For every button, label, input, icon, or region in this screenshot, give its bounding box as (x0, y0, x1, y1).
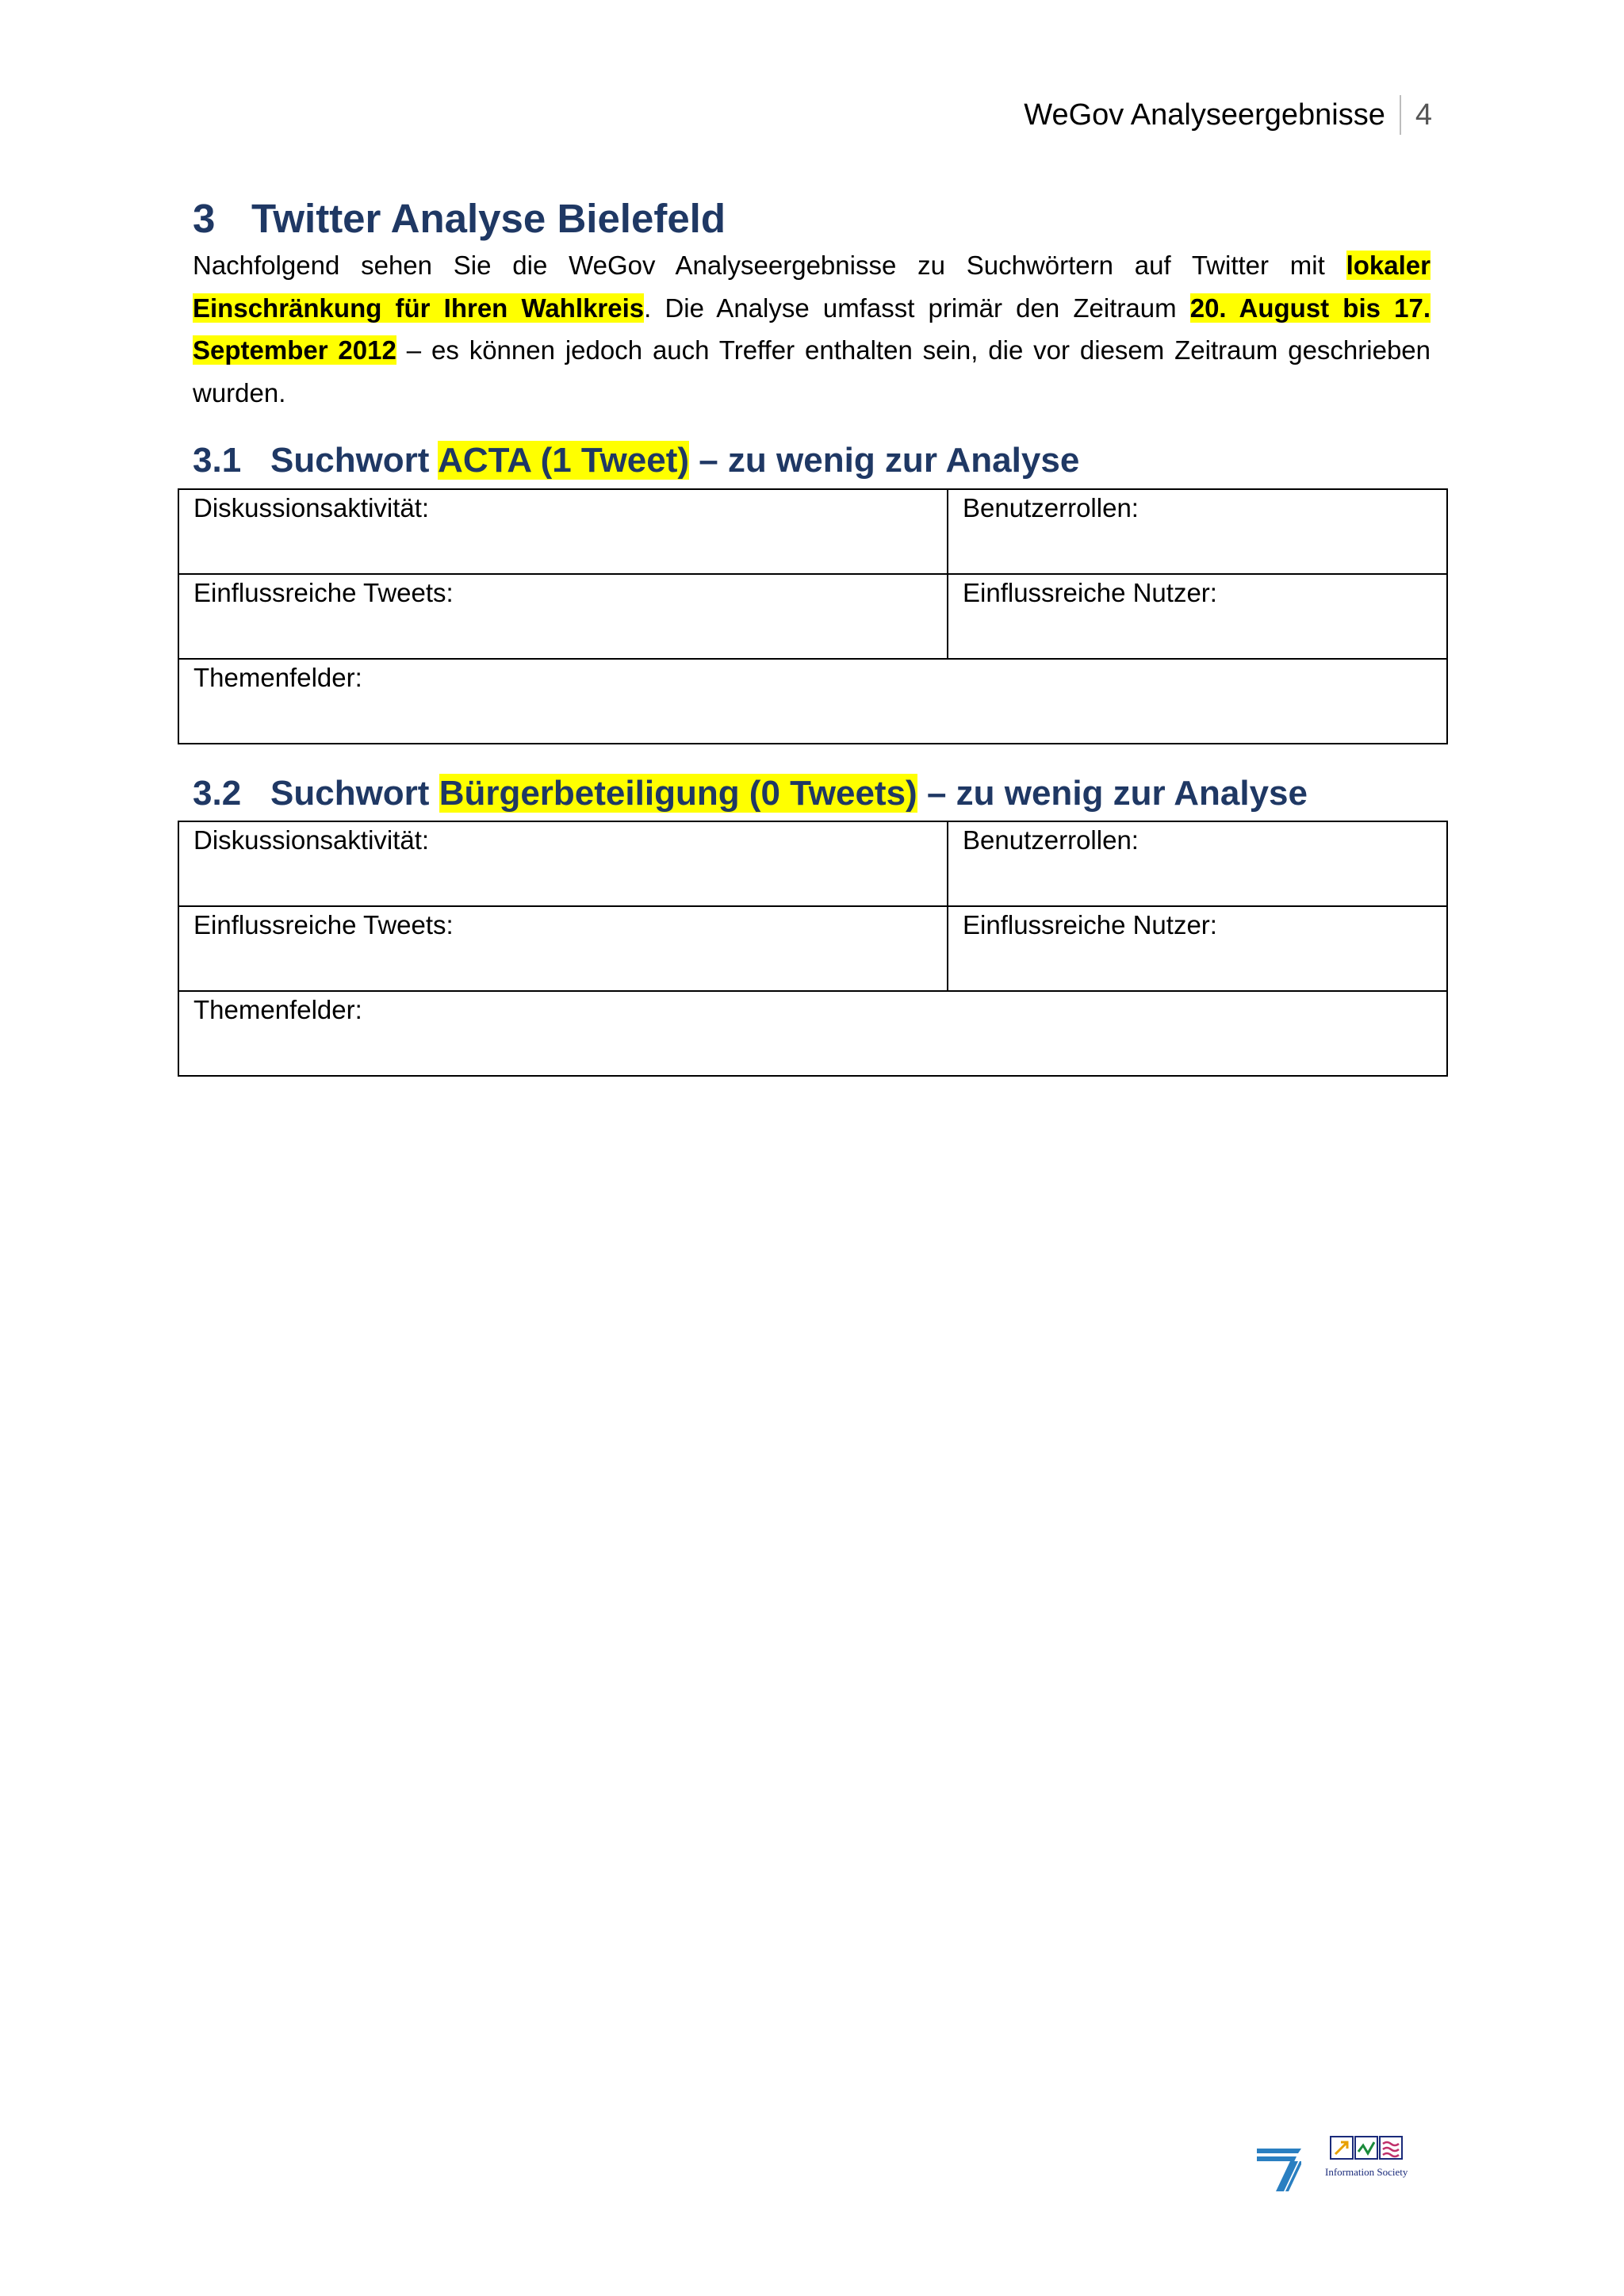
intro-text-1: Nachfolgend sehen Sie die WeGov Analyseergebnisse zu Suchwörtern auf Twitter mit (193, 251, 1346, 280)
analysis-table-acta (178, 488, 1448, 744)
information-society-icon (1330, 2136, 1403, 2164)
cell-influential-tweets (178, 906, 948, 991)
subsection-prefix: Suchwort (270, 774, 439, 813)
subsection-heading-acta (193, 441, 1079, 480)
cell-topics (178, 659, 1447, 744)
intro-highlight-period: 20. August bis 17. September 2012 (193, 293, 1431, 365)
label-user-roles: Benutzerrollen: (963, 825, 1139, 855)
label-user-roles: Benutzerrollen: (963, 493, 1139, 522)
cell-discussion-activity (178, 821, 948, 906)
label-influential-tweets: Einflussreiche Tweets: (193, 578, 454, 607)
label-discussion-activity: Diskussionsaktivität: (193, 825, 430, 855)
intro-highlight-region: lokaler Einschränkung für Ihren Wahlkreis (193, 251, 1431, 323)
section-number: 3 (193, 196, 216, 241)
label-topics: Themenfelder: (193, 663, 362, 692)
label-influential-tweets: Einflussreiche Tweets: (193, 910, 454, 939)
page-number: 4 (1415, 98, 1432, 132)
subsection-heading-buergerbeteiligung (193, 774, 1308, 813)
cell-topics (178, 991, 1447, 1076)
subsection-keyword-highlight: Bürgerbeteiligung (0 Tweets) (439, 774, 917, 813)
header-title: WeGov Analyseergebnisse (1024, 98, 1385, 132)
cell-discussion-activity (178, 489, 948, 574)
intro-text-2: . Die Analyse umfasst primär den Zeitraum (644, 293, 1190, 323)
subsection-suffix: – zu wenig zur Analyse (917, 774, 1308, 813)
subsection-suffix: – zu wenig zur Analyse (689, 441, 1080, 480)
cell-user-roles (948, 821, 1447, 906)
subsection-keyword-highlight: ACTA (1 Tweet) (438, 441, 690, 480)
section-heading (193, 195, 726, 242)
section-title: Twitter Analyse Bielefeld (251, 196, 726, 241)
cell-influential-users (948, 574, 1447, 659)
fp7-logo-icon (1257, 2145, 1301, 2193)
information-society-logo (1325, 2136, 1408, 2179)
subsection-number: 3.2 (193, 774, 242, 813)
information-society-caption: Information Society (1325, 2166, 1408, 2178)
subsection-prefix: Suchwort (270, 441, 439, 480)
intro-paragraph (193, 244, 1431, 414)
analysis-table-buergerbeteiligung (178, 821, 1448, 1077)
page-header (1024, 95, 1432, 135)
cell-influential-users (948, 906, 1447, 991)
footer-logos (1257, 2136, 1408, 2193)
label-topics: Themenfelder: (193, 995, 362, 1024)
label-discussion-activity: Diskussionsaktivität: (193, 493, 430, 522)
cell-influential-tweets (178, 574, 948, 659)
label-influential-users: Einflussreiche Nutzer: (963, 578, 1217, 607)
cell-user-roles (948, 489, 1447, 574)
intro-text-3: – es können jedoch auch Treffer enthalten sein, die vor diesem Zeitraum geschrieben wurden. (193, 335, 1431, 408)
label-influential-users: Einflussreiche Nutzer: (963, 910, 1217, 939)
subsection-number: 3.1 (193, 441, 242, 480)
